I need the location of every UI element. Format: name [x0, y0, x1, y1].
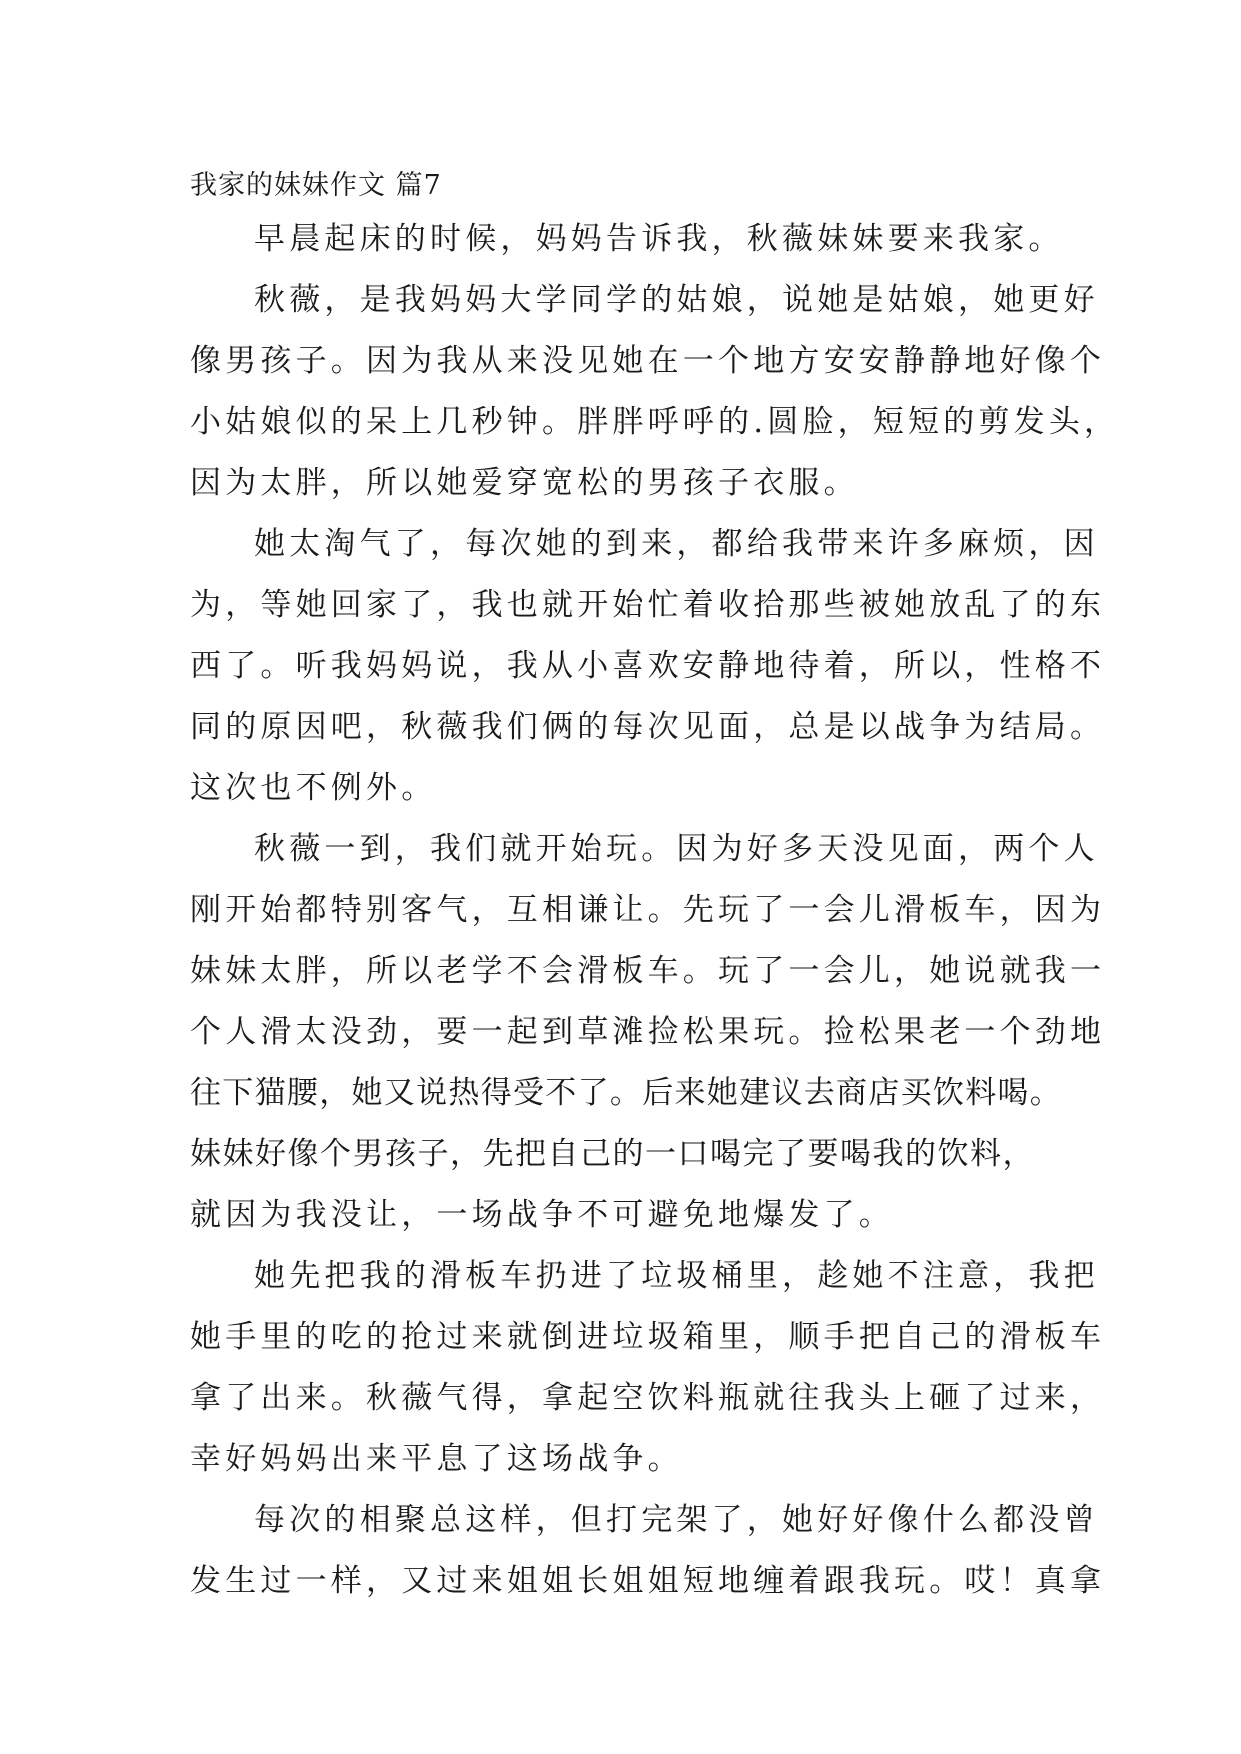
- text-line: 妹妹太胖，所以老学不会滑板车。玩了一会儿，她说就我一: [190, 953, 1106, 989]
- text-line: 她手里的吃的抢过来就倒进垃圾箱里，顺手把自己的滑板车: [190, 1319, 1106, 1355]
- text-line: 妹妹好像个男孩子，先把自己的一口喝完了要喝我的饮料，: [190, 1136, 1035, 1172]
- text-line: 她太淘气了，每次她的到来，都给我带来许多麻烦，因: [254, 526, 1099, 562]
- text-line: 拿了出来。秋薇气得，拿起空饮料瓶就往我头上砸了过来，: [190, 1380, 1106, 1416]
- text-line: 西了。听我妈妈说，我从小喜欢安静地待着，所以，性格不: [190, 648, 1106, 684]
- text-line: 往下猫腰，她又说热得受不了。后来她建议去商店买饮料喝。: [190, 1075, 1063, 1111]
- text-line: 同的原因吧，秋薇我们俩的每次见面，总是以战争为结局。: [190, 709, 1106, 745]
- text-line: 每次的相聚总这样，但打完架了，她好好像什么都没曾: [254, 1502, 1099, 1538]
- text-line: 刚开始都特别客气，互相谦让。先玩了一会儿滑板车，因为: [190, 892, 1106, 928]
- text-line: 秋薇一到，我们就开始玩。因为好多天没见面，两个人: [254, 831, 1099, 867]
- text-line: 为，等她回家了，我也就开始忙着收拾那些被她放乱了的东: [190, 587, 1106, 623]
- text-line: 小姑娘似的呆上几秒钟。胖胖呼呼的.圆脸，短短的剪发头，: [190, 404, 1120, 440]
- text-line: 早晨起床的时候，妈妈告诉我，秋薇妹妹要来我家。: [254, 221, 1064, 257]
- document-title: 我家的妹妹作文 篇7: [190, 170, 442, 201]
- text-line: 这次也不例外。: [190, 770, 437, 806]
- text-line: 就因为我没让，一场战争不可避免地爆发了。: [190, 1197, 894, 1233]
- text-line: 秋薇，是我妈妈大学同学的姑娘，说她是姑娘，她更好: [254, 282, 1099, 318]
- text-line: 像男孩子。因为我从来没见她在一个地方安安静静地好像个: [190, 343, 1106, 379]
- text-line: 因为太胖，所以她爱穿宽松的男孩子衣服。: [190, 465, 859, 501]
- text-line: 她先把我的滑板车扔进了垃圾桶里，趁她不注意，我把: [254, 1258, 1099, 1294]
- text-line: 发生过一样，又过来姐姐长姐姐短地缠着跟我玩。哎！真拿: [190, 1563, 1106, 1599]
- text-line: 幸好妈妈出来平息了这场战争。: [190, 1441, 683, 1477]
- text-line: 个人滑太没劲，要一起到草滩捡松果玩。捡松果老一个劲地: [190, 1014, 1106, 1050]
